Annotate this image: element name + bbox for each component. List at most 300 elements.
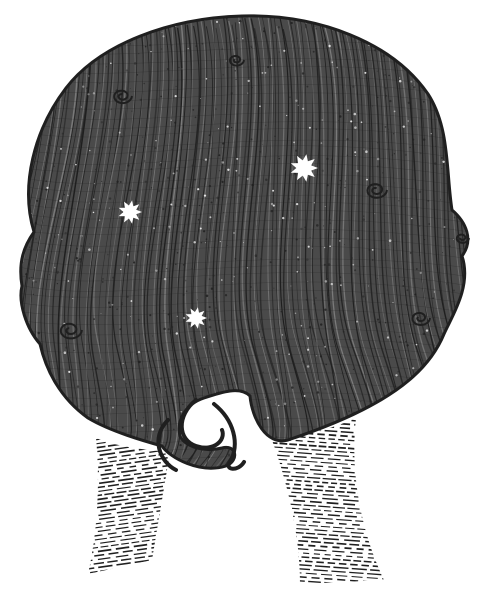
hair-speck bbox=[205, 405, 207, 407]
hair-speck bbox=[372, 249, 374, 251]
hair-speck bbox=[307, 365, 309, 367]
hair-speck bbox=[444, 226, 446, 228]
hair-speck bbox=[239, 22, 240, 23]
hair-speck bbox=[427, 200, 429, 202]
hair-speck bbox=[99, 219, 100, 220]
hair-speck bbox=[25, 33, 27, 35]
hair-speck bbox=[162, 208, 164, 210]
hair-speck bbox=[106, 66, 107, 67]
hair-speck bbox=[32, 129, 33, 130]
hair-speck bbox=[302, 360, 305, 363]
hair-speck bbox=[394, 111, 396, 113]
hair-speck bbox=[185, 319, 186, 320]
hair-speck bbox=[209, 306, 211, 308]
hair-speck bbox=[366, 179, 368, 181]
hair-speck bbox=[362, 218, 365, 221]
hair-speck bbox=[251, 87, 253, 89]
hair-speck bbox=[307, 349, 309, 351]
hair-speck bbox=[77, 385, 79, 387]
hair-speck bbox=[225, 294, 227, 296]
hair-speck bbox=[169, 229, 170, 230]
hair-speck bbox=[116, 308, 118, 310]
hair-speck bbox=[262, 337, 264, 339]
hair-speck bbox=[94, 183, 95, 184]
hair-speck bbox=[369, 249, 371, 251]
hair-speck bbox=[278, 158, 280, 160]
hair-speck bbox=[81, 235, 82, 236]
hair-speck bbox=[220, 241, 221, 242]
hair-speck bbox=[366, 465, 367, 466]
hair-strand bbox=[466, 27, 482, 471]
hair-speck bbox=[463, 176, 464, 177]
hair-speck bbox=[221, 279, 223, 281]
hair-speck bbox=[291, 22, 293, 24]
hair-speck bbox=[329, 222, 331, 224]
hair-speck bbox=[188, 323, 190, 325]
hair-speck bbox=[202, 43, 204, 45]
hair-speck bbox=[145, 181, 147, 183]
hair-speck bbox=[283, 50, 285, 52]
hair-speck bbox=[171, 149, 172, 150]
hair-speck bbox=[58, 234, 59, 235]
hair-speck bbox=[280, 248, 281, 249]
hair-speck bbox=[383, 464, 384, 465]
hair-speck bbox=[176, 170, 178, 172]
hair-speck bbox=[71, 462, 74, 465]
hair-speck bbox=[37, 332, 40, 335]
hair-speck bbox=[326, 158, 328, 160]
hair-speck bbox=[374, 49, 376, 51]
hair-speck bbox=[188, 187, 189, 188]
hair-speck bbox=[378, 322, 380, 324]
hair-speck bbox=[206, 238, 208, 240]
hair-speck bbox=[347, 155, 348, 156]
hair-speck bbox=[189, 346, 191, 348]
hair-speck bbox=[340, 276, 342, 278]
hair-speck bbox=[394, 153, 395, 154]
hair-speck bbox=[377, 97, 378, 98]
hair-speck bbox=[448, 437, 449, 438]
hair-speck bbox=[265, 179, 268, 182]
hair-speck bbox=[323, 225, 324, 226]
hair-speck bbox=[356, 170, 358, 172]
hair-speck bbox=[211, 288, 213, 290]
hair-speck bbox=[353, 369, 354, 370]
hair-speck bbox=[428, 474, 430, 476]
hair-strand bbox=[472, 20, 482, 471]
hair-speck bbox=[420, 152, 422, 154]
hair-speck bbox=[460, 45, 462, 47]
hair-speck bbox=[201, 242, 203, 244]
hair-speck bbox=[453, 239, 454, 240]
hair-speck bbox=[446, 283, 447, 284]
hair-speck bbox=[88, 35, 89, 36]
hair-speck bbox=[35, 281, 36, 282]
hair-speck bbox=[24, 114, 25, 115]
hair-speck bbox=[423, 333, 426, 336]
hair-speck bbox=[25, 387, 27, 389]
hair-speck bbox=[93, 318, 95, 320]
hair-speck bbox=[185, 280, 187, 282]
hair-speck bbox=[284, 425, 285, 426]
hair-speck bbox=[301, 325, 303, 327]
hair-speck bbox=[248, 443, 250, 445]
hair-speck bbox=[345, 180, 346, 181]
hair-speck bbox=[167, 177, 169, 179]
hair-speck bbox=[321, 119, 323, 121]
hair-speck bbox=[259, 151, 261, 153]
hair-speck bbox=[155, 147, 157, 149]
hair-speck bbox=[163, 310, 164, 311]
hair-speck bbox=[273, 32, 275, 34]
hair-speck bbox=[171, 326, 173, 328]
hair-speck bbox=[109, 306, 111, 308]
hair-speck bbox=[384, 74, 386, 76]
hair-speck bbox=[23, 465, 25, 467]
hair-speck bbox=[282, 217, 284, 219]
hair-speck bbox=[321, 142, 323, 144]
hair-speck bbox=[254, 301, 256, 303]
hair-speck bbox=[126, 36, 128, 38]
hair-speck bbox=[125, 396, 127, 398]
hair-speck bbox=[434, 162, 437, 165]
hair-speck bbox=[233, 232, 234, 233]
hair-speck bbox=[214, 246, 215, 247]
hair-speck bbox=[374, 446, 376, 448]
hair-speck bbox=[428, 223, 430, 225]
hair-speck bbox=[284, 403, 287, 406]
neck-hatch-line bbox=[260, 594, 400, 600]
hair-speck bbox=[165, 389, 166, 390]
hair-speck bbox=[406, 289, 408, 291]
hair-speck bbox=[465, 129, 467, 131]
hair-speck bbox=[119, 328, 121, 330]
hair-speck bbox=[35, 222, 37, 224]
neck-hatch-line bbox=[260, 582, 400, 592]
hair-speck bbox=[197, 299, 198, 300]
hair-speck bbox=[346, 138, 348, 140]
hair-texture-line bbox=[10, 427, 470, 439]
hair-speck bbox=[261, 72, 263, 74]
hair-speck bbox=[453, 326, 455, 328]
hair-speck bbox=[24, 386, 25, 387]
hair-speck bbox=[264, 156, 266, 158]
hair-speck bbox=[317, 381, 319, 383]
hair-speck bbox=[402, 429, 404, 431]
hair-speck bbox=[385, 126, 387, 128]
hair-speck bbox=[246, 415, 248, 417]
hair-speck bbox=[324, 346, 326, 348]
hair-speck bbox=[75, 164, 77, 166]
hair-speck bbox=[399, 80, 402, 83]
hair-speck bbox=[413, 429, 414, 430]
hair-speck bbox=[24, 440, 26, 442]
hair-speck bbox=[195, 116, 197, 118]
hair-speck bbox=[460, 116, 462, 118]
hair-speck bbox=[308, 246, 310, 248]
hair-texture-line bbox=[10, 418, 470, 430]
hair-speck bbox=[68, 280, 70, 282]
hair-speck bbox=[444, 353, 446, 355]
hair-speck bbox=[149, 314, 151, 316]
hair-speck bbox=[427, 83, 428, 84]
hair-speck bbox=[449, 30, 451, 32]
hair-speck bbox=[23, 209, 25, 211]
hair-speck bbox=[111, 304, 113, 306]
hair-speck bbox=[110, 62, 112, 64]
hair-speck bbox=[332, 384, 334, 386]
hair-speck bbox=[173, 429, 175, 431]
hair-speck bbox=[183, 317, 185, 319]
hair-speck bbox=[389, 46, 391, 48]
hair-speck bbox=[238, 174, 240, 176]
hair-speck bbox=[54, 472, 56, 474]
hair-speck bbox=[76, 257, 78, 259]
hair-speck bbox=[352, 257, 353, 258]
hair-speck bbox=[98, 428, 100, 430]
hair-speck bbox=[52, 19, 54, 21]
hair-speck bbox=[460, 467, 462, 469]
hair-speck bbox=[450, 329, 452, 331]
hair-speck bbox=[200, 228, 202, 230]
hair-speck bbox=[282, 38, 283, 39]
hair-speck bbox=[438, 406, 440, 408]
hair-strand bbox=[0, 20, 15, 470]
hair-speck bbox=[459, 16, 461, 18]
hair-speck bbox=[20, 196, 22, 198]
hair-speck bbox=[312, 248, 313, 249]
hair-speck bbox=[386, 95, 387, 96]
hair-strand bbox=[475, 24, 482, 470]
hair-speck bbox=[405, 154, 407, 156]
hair-speck bbox=[384, 24, 386, 26]
hair-speck bbox=[302, 72, 304, 74]
hair-speck bbox=[421, 398, 423, 400]
hair-speck bbox=[393, 302, 394, 303]
hair-speck bbox=[261, 448, 263, 450]
hair-speck bbox=[377, 142, 378, 143]
hair-speck bbox=[72, 423, 73, 424]
hair-speck bbox=[107, 254, 109, 256]
hair-speck bbox=[297, 256, 299, 258]
hair-speck bbox=[453, 180, 454, 181]
hair-speck bbox=[126, 69, 128, 71]
hair-speck bbox=[72, 298, 73, 299]
hair-speck bbox=[192, 420, 194, 422]
hair-speck bbox=[300, 228, 302, 230]
hair-speck bbox=[107, 434, 108, 435]
hair-speck bbox=[209, 185, 211, 187]
hair-speck bbox=[419, 225, 420, 226]
hair-speck bbox=[138, 53, 139, 54]
hair-speck bbox=[394, 464, 395, 465]
hair-speck bbox=[112, 277, 114, 279]
hair-speck bbox=[357, 237, 359, 239]
hair-speck bbox=[151, 168, 153, 170]
hair-speck bbox=[89, 150, 90, 151]
hair-speck bbox=[381, 423, 382, 424]
hair-speck bbox=[273, 205, 275, 207]
hair-speck bbox=[244, 340, 245, 341]
hair-speck bbox=[143, 417, 144, 418]
hair-speck bbox=[95, 169, 96, 170]
hair-speck bbox=[195, 45, 197, 47]
hair-speck bbox=[192, 109, 194, 111]
hair-speck bbox=[180, 232, 182, 234]
neck-hatch-line bbox=[260, 586, 400, 596]
hair-speck bbox=[377, 71, 378, 72]
hair-speck bbox=[159, 164, 161, 166]
hair-speck bbox=[293, 401, 295, 403]
hair-speck bbox=[33, 341, 35, 343]
hair-speck bbox=[364, 149, 365, 150]
hair-speck bbox=[402, 285, 404, 287]
hair-speck bbox=[89, 203, 90, 204]
hair-speck bbox=[251, 138, 253, 140]
hair-speck bbox=[449, 245, 451, 247]
hair-speck bbox=[226, 61, 227, 62]
hair-speck bbox=[149, 445, 150, 446]
hair-speck bbox=[77, 48, 79, 50]
hair-speck bbox=[88, 352, 90, 354]
hair-speck bbox=[209, 278, 211, 280]
hair-speck bbox=[130, 154, 131, 155]
hair-speck bbox=[340, 284, 342, 286]
hair-speck bbox=[209, 14, 211, 16]
hair-speck bbox=[76, 248, 78, 250]
hair-speck bbox=[192, 268, 193, 269]
hair-speck bbox=[46, 187, 48, 189]
hair-speck bbox=[273, 288, 274, 289]
hair-speck bbox=[426, 329, 428, 331]
hair-speck bbox=[365, 150, 368, 153]
hair-speck bbox=[166, 268, 167, 269]
hair-speck bbox=[24, 422, 25, 423]
hair-speck bbox=[364, 266, 365, 267]
hair-speck bbox=[276, 350, 278, 352]
hair-speck bbox=[223, 212, 224, 213]
hair-speck bbox=[122, 427, 124, 429]
hair-strand bbox=[0, 17, 21, 470]
hair-speck bbox=[111, 380, 112, 381]
hair-speck bbox=[416, 207, 417, 208]
hair-speck bbox=[121, 302, 122, 303]
hair-speck bbox=[221, 368, 223, 370]
hair-speck bbox=[29, 147, 31, 149]
hair-speck bbox=[133, 260, 134, 261]
hair-speck bbox=[45, 64, 46, 65]
hair-speck bbox=[343, 331, 345, 333]
hair-speck bbox=[397, 371, 399, 373]
hair-speck bbox=[111, 108, 113, 110]
hair-speck bbox=[33, 280, 35, 282]
hair-speck bbox=[399, 336, 401, 338]
hair-speck bbox=[409, 147, 411, 149]
hair-speck bbox=[299, 270, 300, 271]
hair-speck bbox=[41, 119, 43, 121]
hair-speck bbox=[425, 63, 427, 65]
hair-speck bbox=[464, 215, 466, 217]
hair-speck bbox=[383, 55, 385, 57]
hair-speck bbox=[155, 140, 156, 141]
hair-speck bbox=[198, 219, 200, 221]
hair-speck bbox=[123, 378, 125, 380]
hair-speck bbox=[156, 401, 158, 403]
hair-speck bbox=[265, 125, 267, 127]
hair-speck bbox=[232, 281, 233, 282]
hair-speck bbox=[209, 216, 211, 218]
hair-speck bbox=[282, 334, 284, 336]
hair-strand bbox=[469, 12, 482, 471]
hair-speck bbox=[77, 260, 79, 262]
hair-speck bbox=[201, 386, 203, 388]
hair-speck bbox=[340, 187, 341, 188]
hair-speck bbox=[60, 148, 62, 150]
hair-speck bbox=[372, 105, 373, 106]
hair-speck bbox=[430, 60, 432, 62]
hair-speck bbox=[177, 252, 179, 254]
hair-speck bbox=[458, 407, 459, 408]
hair-speck bbox=[274, 135, 276, 137]
hair-speck bbox=[328, 263, 331, 266]
hair-speck bbox=[59, 200, 61, 202]
hair-speck bbox=[92, 27, 93, 28]
hair-speck bbox=[372, 368, 374, 370]
hair-speck bbox=[347, 110, 348, 111]
hair-speck bbox=[307, 281, 308, 282]
hair-speck bbox=[116, 181, 118, 183]
hair-speck bbox=[235, 394, 237, 396]
hair-speck bbox=[83, 32, 84, 33]
hair-speck bbox=[442, 332, 443, 333]
hair-speck bbox=[390, 474, 392, 476]
hair-speck bbox=[79, 261, 81, 263]
hair-speck bbox=[340, 180, 341, 181]
hair-speck bbox=[306, 86, 308, 88]
hair-speck bbox=[149, 44, 151, 46]
hair-speck bbox=[286, 115, 287, 116]
hair-speck bbox=[234, 70, 236, 72]
hair-speck bbox=[144, 160, 146, 162]
hair-speck bbox=[406, 304, 408, 306]
hair-speck bbox=[206, 295, 209, 298]
hair-speck bbox=[247, 450, 249, 452]
hair-speck bbox=[344, 244, 345, 245]
hair-speck bbox=[377, 278, 378, 279]
hair-speck bbox=[465, 22, 467, 24]
hair-speck bbox=[86, 87, 88, 89]
hair-speck bbox=[83, 33, 85, 35]
hair-speck bbox=[450, 461, 452, 463]
hair-speck bbox=[183, 294, 185, 296]
hair-speck bbox=[170, 203, 172, 205]
hair-speck bbox=[20, 317, 21, 318]
hair-speck bbox=[288, 353, 289, 354]
hair-speck bbox=[334, 231, 336, 233]
hair-speck bbox=[291, 132, 292, 133]
hair-speck bbox=[219, 170, 220, 171]
hair-speck bbox=[120, 269, 121, 270]
hair-speck bbox=[168, 314, 170, 316]
hair-speck bbox=[466, 67, 467, 68]
hair-speck bbox=[300, 62, 301, 63]
hair-speck bbox=[45, 474, 46, 475]
hair-speck bbox=[54, 166, 55, 167]
hair-speck bbox=[379, 393, 380, 394]
hair-speck bbox=[199, 205, 200, 206]
hair-speck bbox=[235, 79, 236, 80]
hair-speck bbox=[56, 271, 59, 274]
